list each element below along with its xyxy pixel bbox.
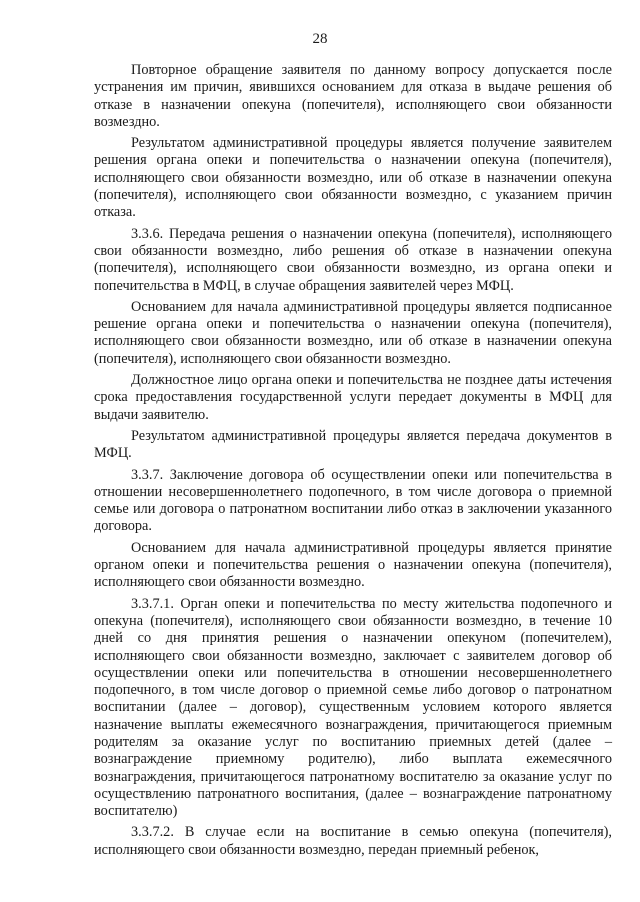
paragraph: Должностное лицо органа опеки и попечительства не позднее даты истечения срока предоставления государственной услуги передает документы в МФЦ для выдачи заявителю.: [94, 372, 612, 423]
paragraph: 3.3.7. Заключение договора об осуществлении опеки или попечительства в отношении несовершеннолетнего подопечного, в том числе договора о приемной семье или договора о патронатном воспитании либо отказ в заключении указанного договора.: [94, 466, 612, 535]
paragraph: 3.3.7.2. В случае если на воспитание в семью опекуна (попечителя), исполняющего свои обязанности возмездно, передан приемный ребенок,: [94, 824, 612, 858]
page-number: 28: [312, 31, 328, 47]
paragraph: Повторное обращение заявителя по данному вопросу допускается после устранения им причин, явившихся основанием для отказа в выдаче решения об отказе в назначении опекуна (попечителя), исполняющего свои обязанности возмездно.: [94, 62, 612, 130]
paragraph: Результатом административной процедуры является передача документов в МФЦ.: [94, 427, 612, 462]
paragraph: 3.3.6. Передача решения о назначении опекуна (попечителя), исполняющего свои обязанности возмездно, либо решения об отказе в назначении опекуна (попечителя), исполняющего свои обязанности возмездно, из органа опеки и попечительства в МФЦ, в случае обращения заявителей через МФЦ.: [94, 225, 612, 294]
paragraph: Основанием для начала административной процедуры является принятие органом опеки и попечительства решения о назначении опекуна (попечителя), исполняющего свои обязанности возмездно.: [94, 539, 612, 591]
paragraph: Результатом административной процедуры является получение заявителем решения органа опеки и попечительства о назначении опекуна (попечителя), исполняющего свои обязанности возмездно, или об отказе в назначении опекуна (попечителя), исполняющего свои обязанности возмездно, с указанием причин отказа.: [94, 135, 612, 221]
paragraph: Основанием для начала административной процедуры является подписанное решение органа опеки и попечительства о назначении опекуна (попечителя), исполняющего свои обязанности возмездно, или об отказе в назначении опекуна (попечителя), исполняющего свои обязанности возмездно.: [94, 298, 612, 367]
paragraph: 3.3.7.1. Орган опеки и попечительства по месту жительства подопечного и опекуна (попечителя), исполняющего свои обязанности возмездно, в течение 10 дней со дня принятия решения о назначении опекуном (попечителем), исполняющего свои обязанности возмездно, заключает с заявителем договор об осуществлении опеки или попечительства в отношении несовершеннолетнего подопечного, в том числе договор о приемной семье либо договор о патронатном воспитании (далее – договор), существенным условием которого является назначение выплаты ежемесячного вознаграждения, причитающегося приемным родителям за оказание услуг по воспитанию приемных детей (далее – вознаграждение приемному родителю), либо выплата ежемесячного вознаграждения, причитающегося патронатному воспитателю за оказание услуг по осуществлению патронатного воспитания, (далее – вознаграждение патронатному воспитателю): [94, 595, 612, 820]
document-body: [94, 62, 612, 863]
